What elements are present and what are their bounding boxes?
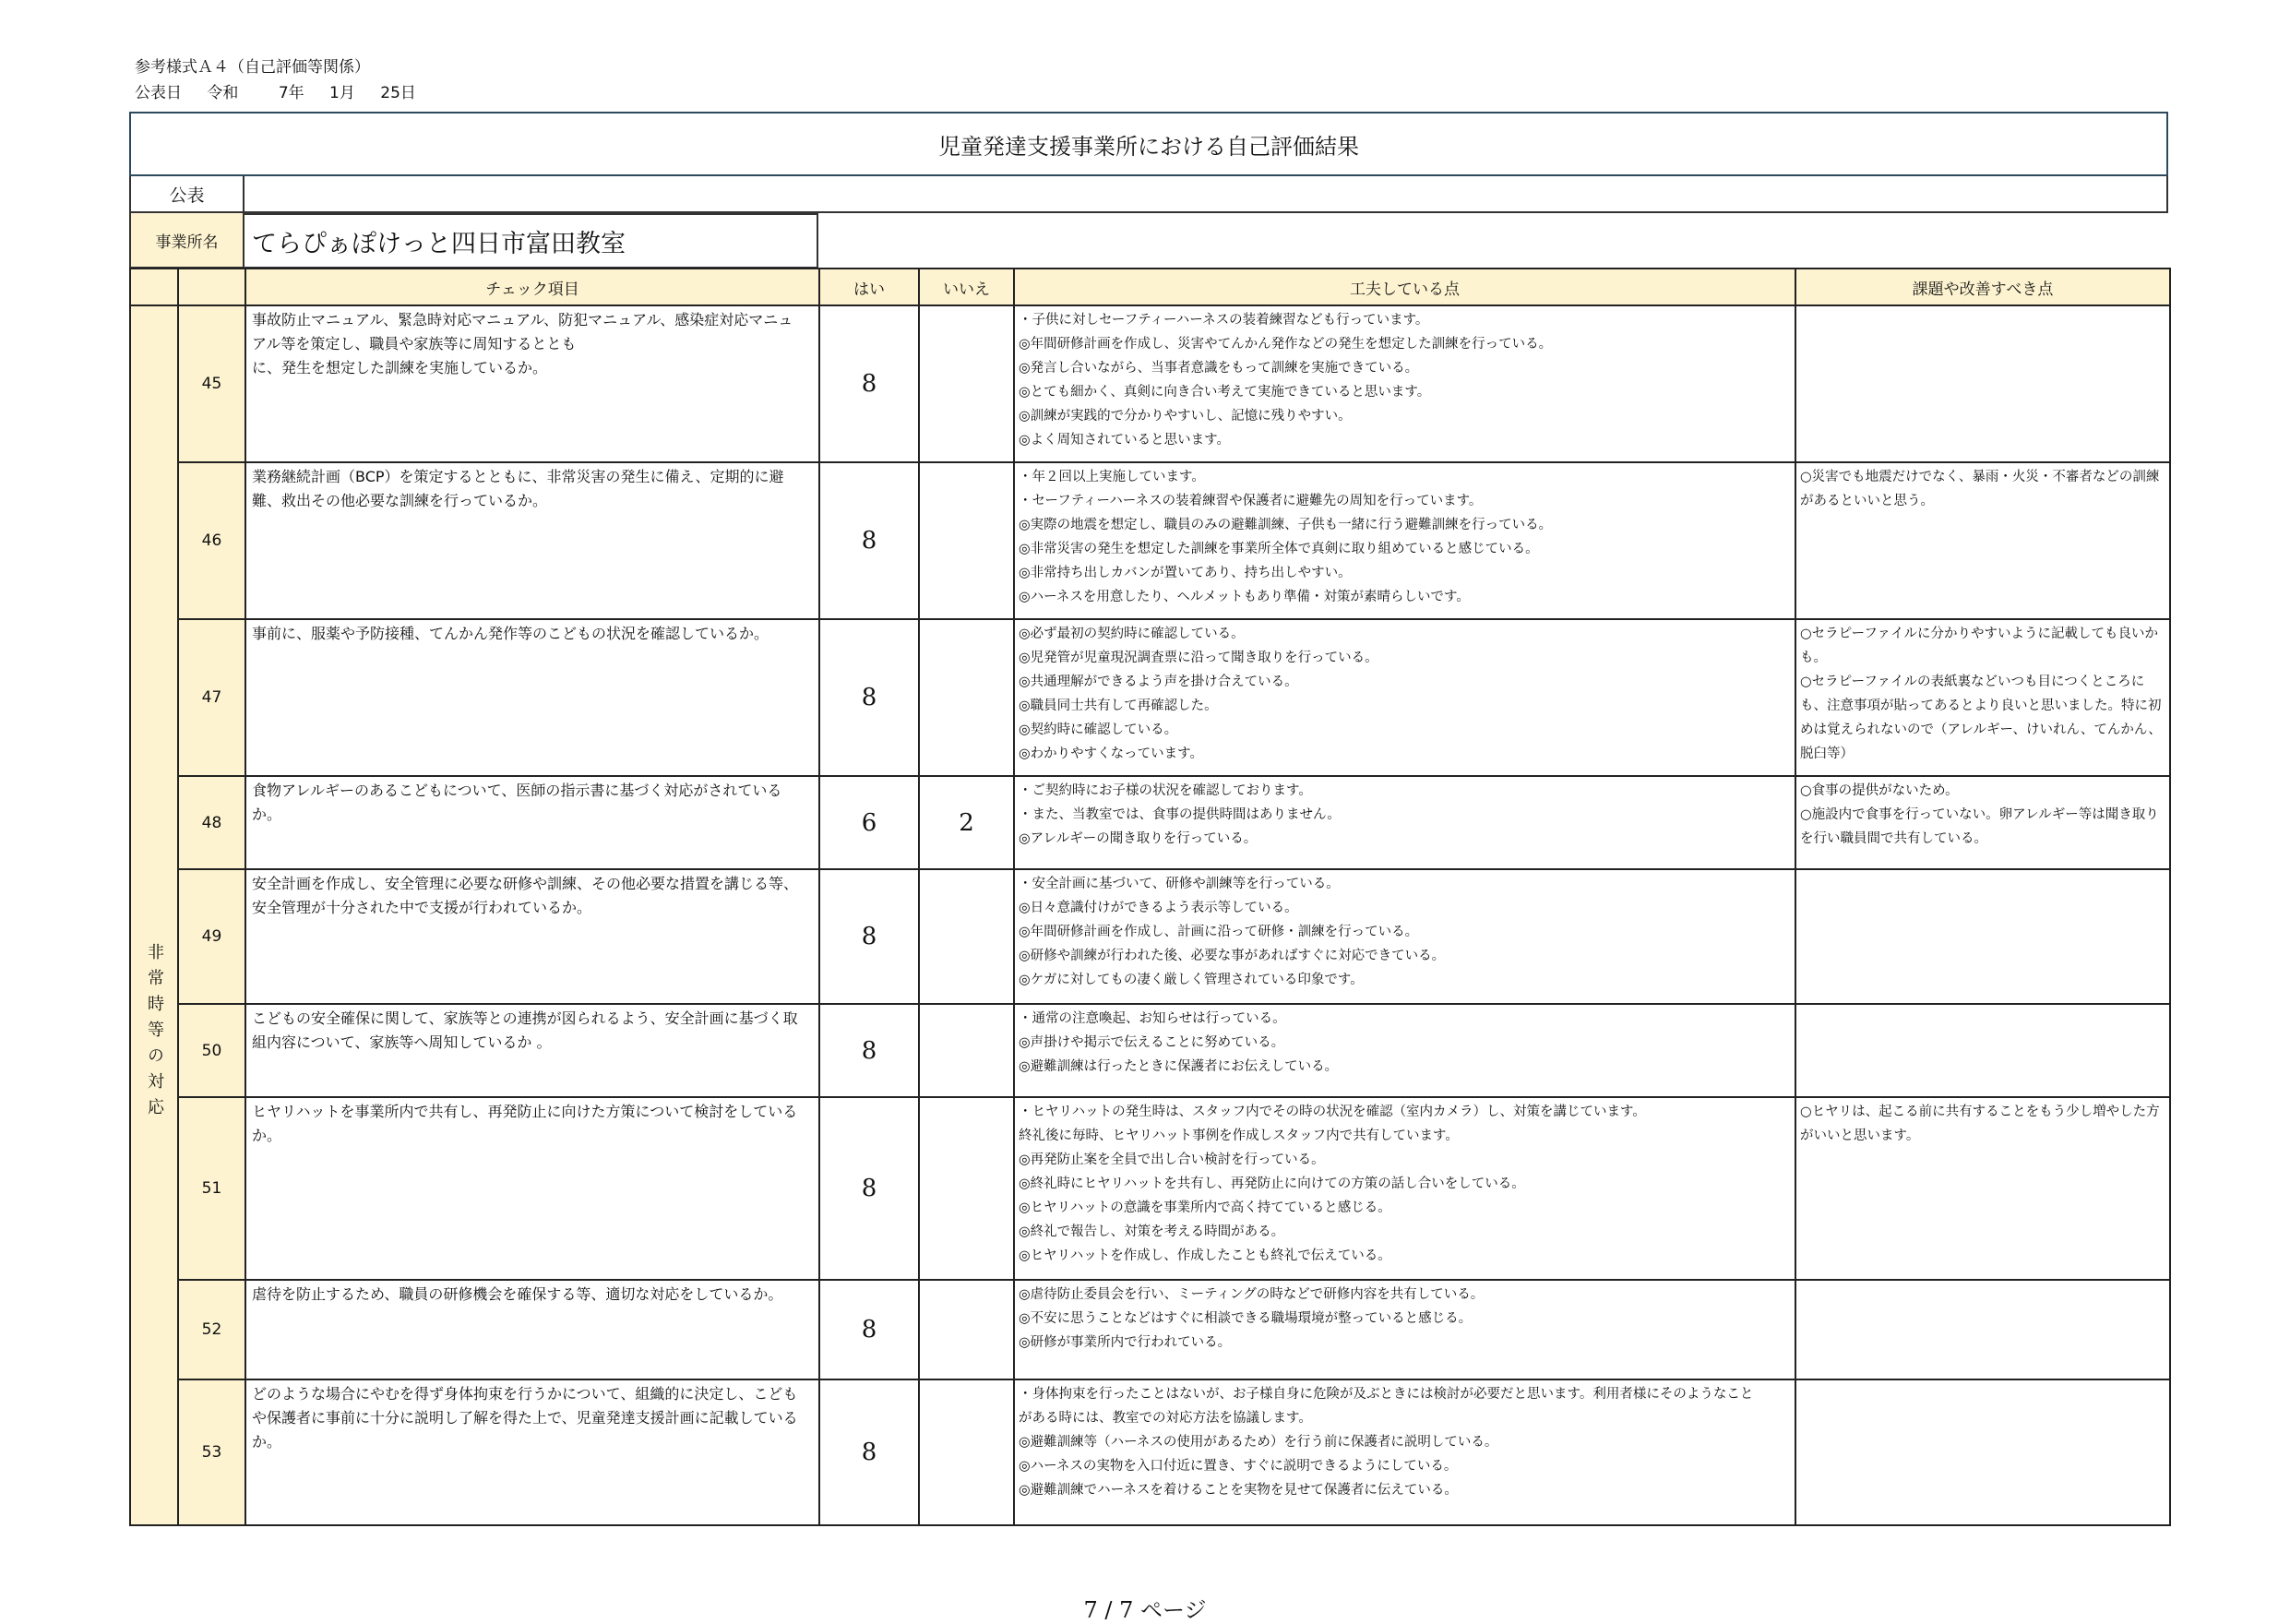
table-header-row bbox=[130, 269, 2170, 305]
header-issue: 課題や改善すべき点 bbox=[1795, 269, 2170, 305]
table-row bbox=[130, 1097, 2170, 1280]
work-points: ・ヒヤリハットの発生時は、スタッフ内でその時の状況を確認（室内カメラ）し、対策を講じています。 終礼後に毎時、ヒヤリハット事例を作成しスタッフ内で共有しています。 ◎再発防止案を全員で出し合い検討を行っている。 ◎終礼時にヒヤリハットを共有し、再発防止に向けての方策の話し合いをしている。 ◎ヒヤリハットの意識を事業所内で高く持てていると感じる。 ◎終礼で報告し、対策を考える時間がある。 ◎ヒヤリハットを作成し、作成したことも終礼で伝えている。 bbox=[1014, 1097, 1795, 1280]
table-row bbox=[130, 776, 2170, 869]
yes-count: 8 bbox=[819, 869, 919, 1004]
yes-count: 6 bbox=[819, 776, 919, 869]
check-item-text: 業務継続計画（BCP）を策定するとともに、非常災害の発生に備え、定期的に避 難、救出その他必要な訓練を行っているか。 bbox=[245, 462, 819, 619]
header-no: いいえ bbox=[919, 269, 1014, 305]
page-footer: 7 / 7 ページ bbox=[1083, 1597, 1207, 1623]
row-number: 52 bbox=[178, 1280, 245, 1379]
header-yes: はい bbox=[819, 269, 919, 305]
no-count bbox=[919, 1097, 1014, 1280]
check-item-text: 事故防止マニュアル、緊急時対応マニュアル、防犯マニュアル、感染症対応マニュ アル等を策定し、職員や家族等に周知するととも に、発生を想定した訓練を実施しているか。 bbox=[245, 305, 819, 462]
check-item-text: 安全計画を作成し、安全管理に必要な研修や訓練、その他必要な措置を講じる等、 安全管理が十分された中で支援が行われているか。 bbox=[245, 869, 819, 1004]
issue-points bbox=[1795, 869, 2170, 1004]
public-label: 公表 bbox=[129, 176, 245, 213]
header-check-item: チェック項目 bbox=[245, 269, 819, 305]
check-item-text: ヒヤリハットを事業所内で共有し、再発防止に向けた方策について検討をしている か。 bbox=[245, 1097, 819, 1280]
work-points: ・通常の注意喚起、お知らせは行っている。 ◎声掛けや掲示で伝えることに努めている。 ◎避難訓練は行ったときに保護者にお伝えしている。 bbox=[1014, 1004, 1795, 1097]
issue-points bbox=[1795, 1004, 2170, 1097]
yes-count: 8 bbox=[819, 1280, 919, 1379]
yes-count: 8 bbox=[819, 1004, 919, 1097]
year: 7年 bbox=[278, 84, 304, 102]
no-count bbox=[919, 1379, 1014, 1525]
reference-form-label: 参考様式Ａ４（自己評価等関係） bbox=[135, 58, 370, 77]
header-blank-2 bbox=[178, 269, 245, 305]
no-count bbox=[919, 1004, 1014, 1097]
header-work: 工夫している点 bbox=[1014, 269, 1795, 305]
day: 25日 bbox=[380, 84, 416, 102]
issue-points: ○セラピーファイルに分かりやすいように記載しても良いか も。 ○セラピーファイルの表紙裏などいつも目につくところに も、注意事項が貼ってあるとより良いと思いました。特に初 めは覚えられないので（アレルギー、けいれん、てんかん、 脱臼等） bbox=[1795, 619, 2170, 776]
row-number: 46 bbox=[178, 462, 245, 619]
row-number: 53 bbox=[178, 1379, 245, 1525]
work-points: ◎虐待防止委員会を行い、ミーティングの時などで研修内容を共有している。 ◎不安に思うことなどはすぐに相談できる職場環境が整っていると感じる。 ◎研修が事業所内で行われている。 bbox=[1014, 1280, 1795, 1379]
evaluation-table bbox=[129, 268, 2171, 1526]
publication-date bbox=[135, 79, 416, 102]
header-blank-1 bbox=[130, 269, 178, 305]
office-name: てらぴぁぽけっと四日市富田教室 bbox=[245, 213, 818, 269]
check-item-text: 事前に、服薬や予防接種、てんかん発作等のこどもの状況を確認しているか。 bbox=[245, 619, 819, 776]
yes-count: 8 bbox=[819, 462, 919, 619]
table-row bbox=[130, 869, 2170, 1004]
issue-points bbox=[1795, 305, 2170, 462]
category-label: 非常時等の対応 bbox=[145, 943, 164, 1124]
yes-count: 8 bbox=[819, 305, 919, 462]
no-count bbox=[919, 305, 1014, 462]
check-item-text: 虐待を防止するため、職員の研修機会を確保する等、適切な対応をしているか。 bbox=[245, 1280, 819, 1379]
work-points: ◎必ず最初の契約時に確認している。 ◎児発管が児童現況調査票に沿って聞き取りを行っている。 ◎共通理解ができるよう声を掛け合えている。 ◎職員同士共有して再確認した。 ◎契約時に確認している。 ◎わかりやすくなっています。 bbox=[1014, 619, 1795, 776]
yes-count: 8 bbox=[819, 1097, 919, 1280]
no-count bbox=[919, 619, 1014, 776]
issue-points: ○ヒヤリは、起こる前に共有することをもう少し増やした方 がいいと思います。 bbox=[1795, 1097, 2170, 1280]
issue-points bbox=[1795, 1280, 2170, 1379]
table-row bbox=[130, 1004, 2170, 1097]
office-label: 事業所名 bbox=[129, 213, 245, 269]
issue-points: ○災害でも地震だけでなく、暴雨・火災・不審者などの訓練 があるといいと思う。 bbox=[1795, 462, 2170, 619]
row-number: 48 bbox=[178, 776, 245, 869]
row-number: 50 bbox=[178, 1004, 245, 1097]
work-points: ・年２回以上実施しています。 ・セーフティーハーネスの装着練習や保護者に避難先の周知を行っています。 ◎実際の地震を想定し、職員のみの避難訓練、子供も一緒に行う避難訓練を行っている。 ◎非常災害の発生を想定した訓練を事業所全体で真剣に取り組めていると感じている。 ◎非常持ち出しカバンが置いてあり、持ち出しやすい。 ◎ハーネスを用意したり、ヘルメットもあり準備・対策が素晴らしいです。 bbox=[1014, 462, 1795, 619]
category-cell bbox=[130, 305, 178, 1525]
table-row bbox=[130, 1379, 2170, 1525]
table-row bbox=[130, 462, 2170, 619]
month: 1月 bbox=[329, 84, 355, 102]
check-item-text: どのような場合にやむを得ず身体拘束を行うかについて、組織的に決定し、こども や保護者に事前に十分に説明し了解を得た上で、児童発達支援計画に記載している か。 bbox=[245, 1379, 819, 1525]
row-number: 51 bbox=[178, 1097, 245, 1280]
no-count bbox=[919, 462, 1014, 619]
no-count bbox=[919, 869, 1014, 1004]
table-row bbox=[130, 619, 2170, 776]
public-row bbox=[129, 176, 2168, 213]
work-points: ・子供に対しセーフティーハーネスの装着練習なども行っています。 ◎年間研修計画を作成し、災害やてんかん発作などの発生を想定した訓練を行っている。 ◎発言し合いながら、当事者意識をもって訓練を実施できている。 ◎とても細かく、真剣に向き合い考えて実施できていると思います。 ◎訓練が実践的で分かりやすいし、記憶に残りやすい。 ◎よく周知されていると思います。 bbox=[1014, 305, 1795, 462]
yes-count: 8 bbox=[819, 619, 919, 776]
table-row bbox=[130, 305, 2170, 462]
work-points: ・安全計画に基づいて、研修や訓練等を行っている。 ◎日々意識付けができるよう表示等している。 ◎年間研修計画を作成し、計画に沿って研修・訓練を行っている。 ◎研修や訓練が行われた後、必要な事があればすぐに対応できている。 ◎ケガに対してもの凄く厳しく管理されている印象です。 bbox=[1014, 869, 1795, 1004]
work-points: ・身体拘束を行ったことはないが、お子様自身に危険が及ぶときには検討が必要だと思います。利用者様にそのようなこと がある時には、教室での対応方法を協議します。 ◎避難訓練等（ハーネスの使用があるため）を行う前に保護者に説明している。 ◎ハーネスの実物を入口付近に置き、すぐに説明できるようにしている。 ◎避難訓練でハーネスを着けることを実物を見せて保護者に伝えている。 bbox=[1014, 1379, 1795, 1525]
no-count: 2 bbox=[919, 776, 1014, 869]
check-item-text: こどもの安全確保に関して、家族等との連携が図られるよう、安全計画に基づく取 組内容について、家族等へ周知しているか 。 bbox=[245, 1004, 819, 1097]
work-points: ・ご契約時にお子様の状況を確認しております。 ・また、当教室では、食事の提供時間はありません。 ◎アレルギーの聞き取りを行っている。 bbox=[1014, 776, 1795, 869]
published-label: 公表日 bbox=[135, 84, 182, 102]
issue-points: ○食事の提供がないため。 ○施設内で食事を行っていない。卵アレルギー等は聞き取り を行い職員間で共有している。 bbox=[1795, 776, 2170, 869]
table-row bbox=[130, 1280, 2170, 1379]
era: 令和 bbox=[207, 84, 239, 102]
yes-count: 8 bbox=[819, 1379, 919, 1525]
row-number: 49 bbox=[178, 869, 245, 1004]
no-count bbox=[919, 1280, 1014, 1379]
page-title: 児童発達支援事業所における自己評価結果 bbox=[129, 112, 2168, 176]
row-number: 45 bbox=[178, 305, 245, 462]
row-number: 47 bbox=[178, 619, 245, 776]
public-value bbox=[245, 176, 2168, 213]
issue-points bbox=[1795, 1379, 2170, 1525]
check-item-text: 食物アレルギーのあるこどもについて、医師の指示書に基づく対応がされている か。 bbox=[245, 776, 819, 869]
